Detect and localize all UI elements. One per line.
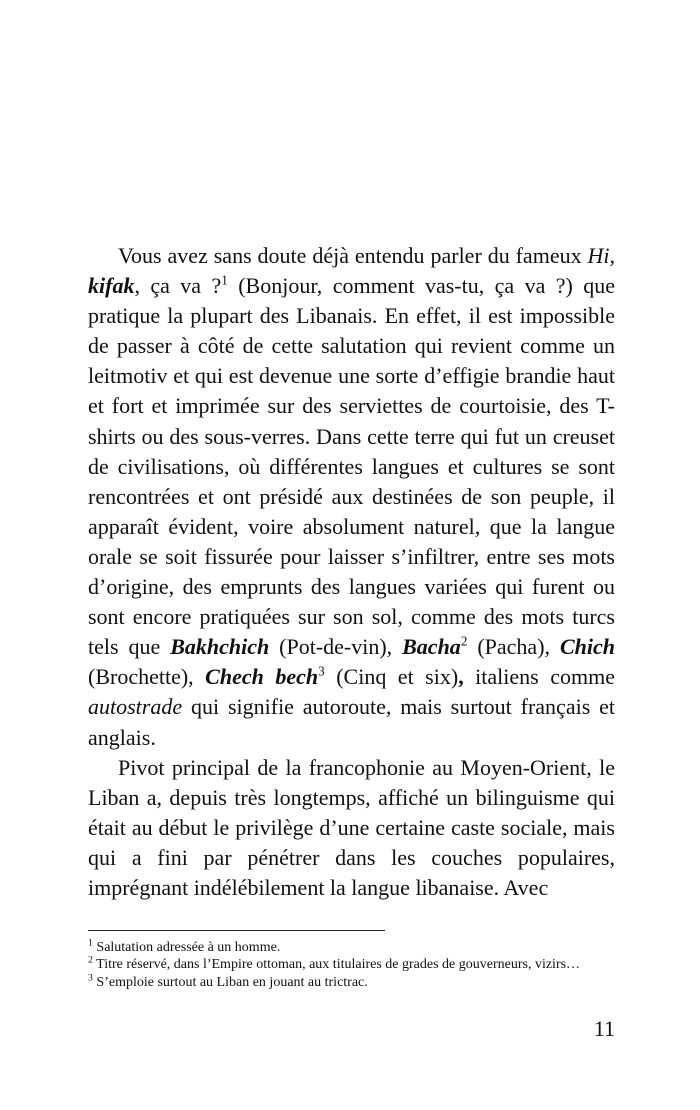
text-run: (Cinq et six) bbox=[324, 664, 459, 690]
text-run: (Pacha), bbox=[467, 634, 560, 660]
term-chech-bech: Chech bech bbox=[205, 664, 319, 690]
footnotes bbox=[88, 939, 615, 991]
paragraph-2: Pivot principal de la francophonie au Moyen-Orient, le Liban a, depuis très longtemps, affiché un bilinguisme qui était au début le privilège d’une certaine caste sociale, mais qui a fini par pénétrer dans les couches populaires, imprégnant indélébilement la langue libanaise. Avec bbox=[88, 754, 615, 900]
bold-comma: , bbox=[458, 664, 464, 690]
footnote-ref-2: 2 bbox=[460, 633, 468, 649]
footnote-ref-3: 3 bbox=[318, 663, 325, 679]
text-run: (Bonjour, comment vas-tu, ça va ?) que pratique la plupart des Libanais. En effet, il est impossible de passer à côté de cette salutation qui revient comme un leitmotiv et qui est devenue une sorte d’effigie brandie haut et fort et imprimée sur des serviettes de courtoisie, des T-shirts ou des sous-verres. Dans cette terre qui fut un creuset de civilisations, où différentes langues et cultures se sont rencontrées et ont présidé aux destinées de son peuple, il apparaît évident, voire absolument naturel, que la langue orale se soit fissurée pour laisser s’infiltrer, entre ses mots d’origine, des emprunts des langues variées qui furent ou sont encore pratiquées sur son sol, comme des mots turcs tels que bbox=[88, 273, 615, 660]
footnote-3 bbox=[88, 974, 615, 991]
term-autostrade: autostrade bbox=[88, 694, 183, 720]
text-run: Vous avez sans doute déjà entendu parler du fameux bbox=[118, 243, 588, 268]
text-run: italiens comme bbox=[463, 664, 615, 690]
footnote-ref-1: 1 bbox=[221, 272, 228, 288]
footnote-number: 2 bbox=[88, 954, 93, 966]
term-chich: Chich bbox=[559, 634, 615, 660]
footnote-1 bbox=[88, 939, 615, 956]
footnote-2 bbox=[88, 956, 615, 973]
body-text bbox=[88, 241, 615, 903]
footnote-text: S’emploie surtout au Liban en jouant au trictrac. bbox=[92, 974, 368, 990]
footnote-text: Titre réservé, dans l’Empire ottoman, aux titulaires de grades de gouverneurs, vizirs… bbox=[92, 957, 581, 973]
page-number: 11 bbox=[593, 1016, 615, 1041]
paragraph-1 bbox=[88, 241, 615, 753]
term-bakhchich: Bakhchich bbox=[170, 634, 270, 660]
text-run: , ça va ? bbox=[134, 273, 222, 299]
text-run: (Pot-de-vin), bbox=[269, 634, 403, 660]
footnote-number: 3 bbox=[88, 972, 93, 984]
term-bacha: Bacha bbox=[402, 634, 461, 660]
term-hi: Hi, bbox=[587, 243, 615, 268]
text-run: (Brochette), bbox=[88, 664, 206, 690]
term-kifak: kifak bbox=[88, 273, 135, 299]
footnote-separator bbox=[88, 930, 385, 931]
text-run: qui signifie autoroute, mais surtout français et anglais. bbox=[88, 694, 615, 750]
footnote-text: Salutation adressée à un homme. bbox=[92, 940, 281, 955]
footnote-number: 1 bbox=[88, 937, 93, 949]
